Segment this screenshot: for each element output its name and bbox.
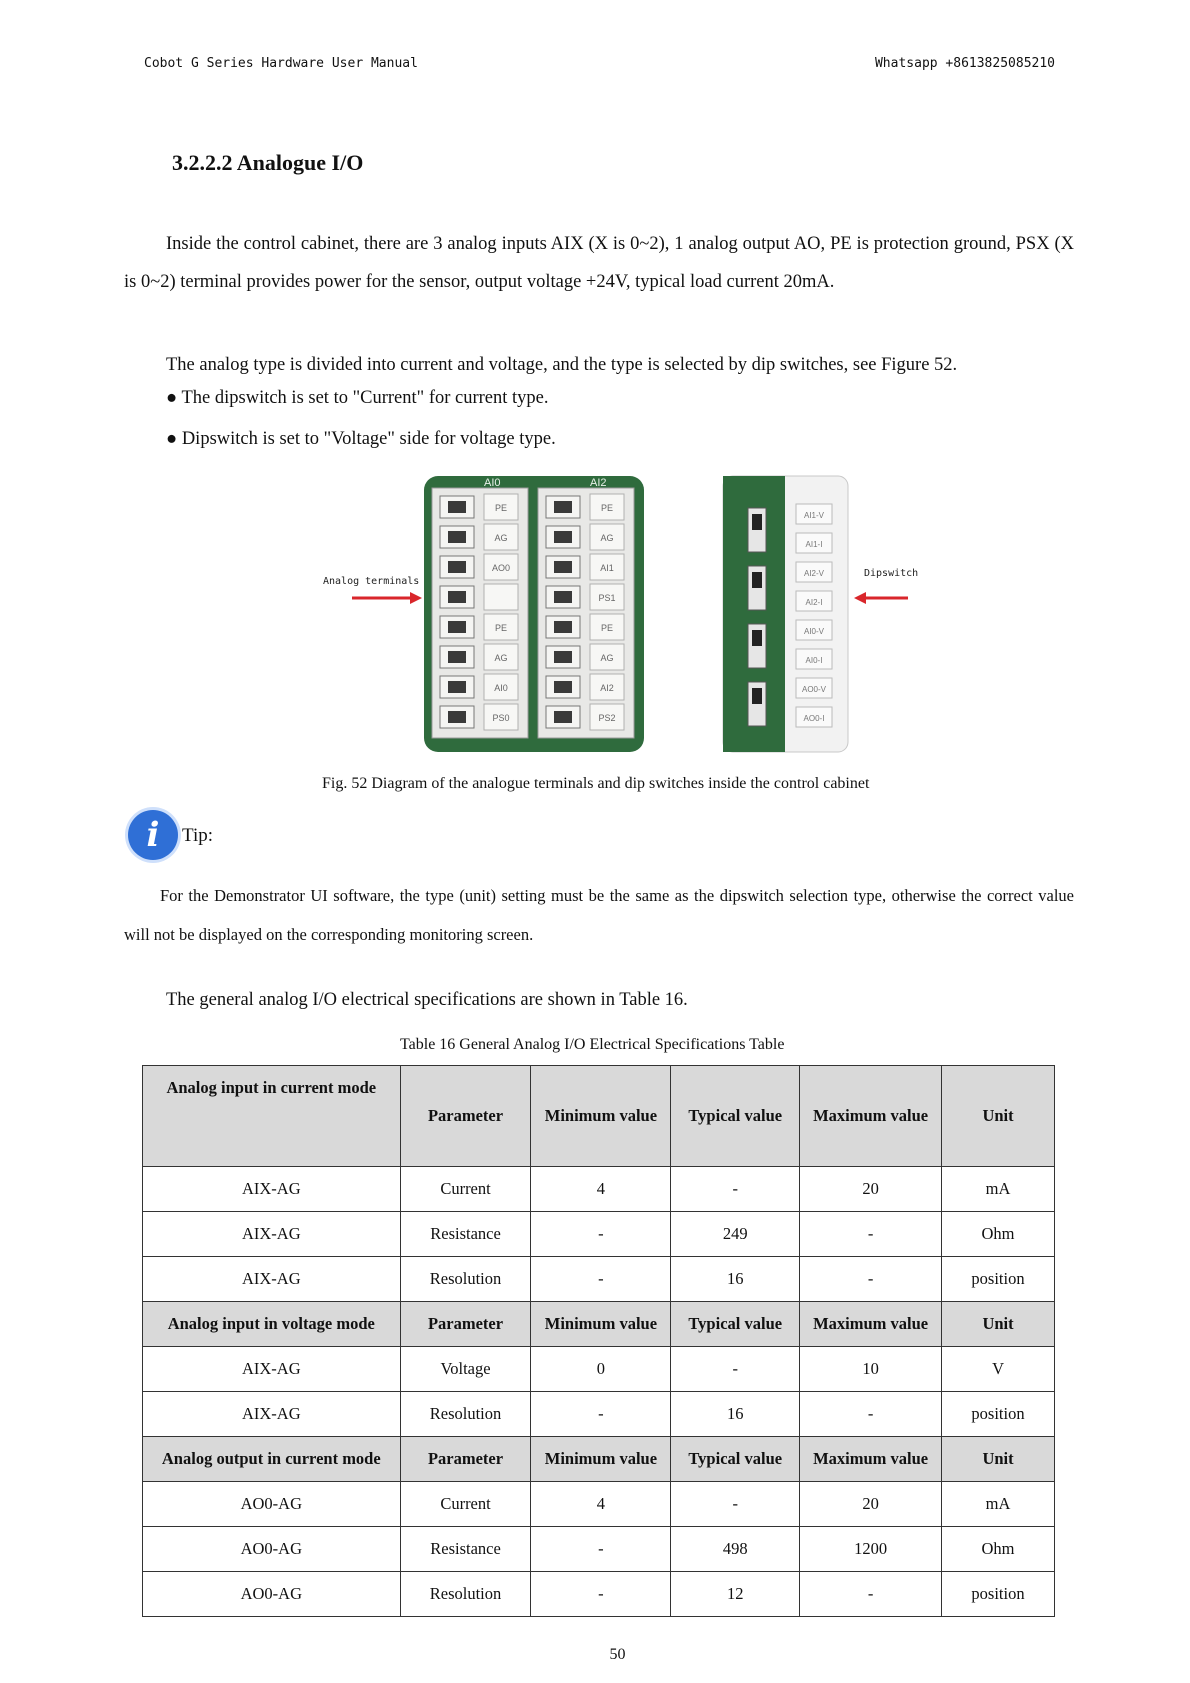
terminal-top-label-ai0: AI0: [484, 477, 501, 489]
table-cell: Voltage: [400, 1347, 531, 1392]
table-cell: 1200: [800, 1527, 942, 1572]
table-cell: AIX-AG: [143, 1347, 401, 1392]
dip-label: AI0-I: [805, 656, 823, 665]
column-header: Parameter: [400, 1302, 531, 1347]
table-cell: 12: [671, 1572, 800, 1617]
terminal-hole: [448, 531, 466, 543]
terminal-label: PE: [600, 623, 614, 633]
terminal-hole: [448, 561, 466, 573]
info-icon: i: [128, 810, 178, 860]
terminal-hole: [448, 651, 466, 663]
table-cell: 4: [531, 1482, 671, 1527]
terminal-label: PE: [600, 503, 614, 513]
terminal-label: AG: [600, 533, 614, 543]
table-intro-paragraph: The general analog I/O electrical specifications are shown in Table 16.: [166, 990, 688, 1010]
spec-table: [142, 1065, 1055, 1617]
tip-text: For the Demonstrator UI software, the type (unit) setting must be the same as the dipswitch selection type, otherwise the correct value will not be displayed on the corresponding monitoring screen.: [124, 886, 1074, 944]
section-title-cell: Analog output in current mode: [143, 1437, 401, 1482]
column-header: Minimum value: [531, 1066, 671, 1167]
terminal-hole: [554, 501, 572, 513]
dip-label: AI0-V: [803, 627, 825, 636]
table-cell: Resolution: [400, 1572, 531, 1617]
terminal-hole: [554, 681, 572, 693]
table-row: [143, 1167, 1055, 1212]
page-number: 50: [609, 1646, 626, 1663]
table-cell: Current: [400, 1167, 531, 1212]
table-cell: AO0-AG: [143, 1527, 401, 1572]
bullet-item-current: [166, 388, 549, 409]
table-cell: 20: [800, 1482, 942, 1527]
column-header: Minimum value: [531, 1302, 671, 1347]
table-cell: -: [531, 1527, 671, 1572]
table-caption: Table 16 General Analog I/O Electrical Specifications Table: [400, 1036, 785, 1053]
column-header: Typical value: [671, 1066, 800, 1167]
terminal-label: PS1: [598, 593, 616, 603]
table-cell: Resistance: [400, 1527, 531, 1572]
terminal-hole: [554, 591, 572, 603]
terminal-label: AI1: [600, 563, 614, 573]
terminal-hole: [448, 501, 466, 513]
dip-label: AO0-V: [801, 685, 827, 694]
table-cell: -: [531, 1572, 671, 1617]
column-header: Unit: [942, 1302, 1055, 1347]
table-cell: Resistance: [400, 1212, 531, 1257]
terminal-hole: [448, 711, 466, 723]
terminal-hole: [554, 621, 572, 633]
analog-type-paragraph: The analog type is divided into current and voltage, and the type is selected by dip switches, see Figure 52.: [166, 355, 958, 375]
table-row: [143, 1347, 1055, 1392]
table-cell: 498: [671, 1527, 800, 1572]
table-cell: mA: [942, 1482, 1055, 1527]
dip-label: AI2-I: [805, 598, 823, 607]
terminal-label: AO0: [491, 563, 511, 573]
bullet-item-voltage: [166, 429, 556, 450]
table-cell: -: [531, 1257, 671, 1302]
table-cell: position: [942, 1257, 1055, 1302]
table-section-header: [143, 1437, 1055, 1482]
table-cell: -: [800, 1212, 942, 1257]
section-title-cell: Analog input in voltage mode: [143, 1302, 401, 1347]
figure-caption: Fig. 52 Diagram of the analogue terminals and dip switches inside the control cabinet: [322, 775, 870, 792]
table-cell: 16: [671, 1392, 800, 1437]
terminal-hole: [554, 561, 572, 573]
column-header: Minimum value: [531, 1437, 671, 1482]
table-cell: AIX-AG: [143, 1212, 401, 1257]
table-cell: -: [800, 1572, 942, 1617]
table-cell: 10: [800, 1347, 942, 1392]
table-cell: 16: [671, 1257, 800, 1302]
terminal-label: AI2: [600, 683, 614, 693]
bullet-icon: ●: [166, 429, 178, 449]
terminal-label: AG: [600, 653, 614, 663]
table-cell: AIX-AG: [143, 1392, 401, 1437]
analog-terminals-label: Analog terminals: [323, 576, 420, 587]
table-cell: position: [942, 1392, 1055, 1437]
table-row: [143, 1572, 1055, 1617]
table-cell: Resolution: [400, 1257, 531, 1302]
column-header: Parameter: [400, 1066, 531, 1167]
terminal-label: PS0: [492, 713, 510, 723]
table-cell: -: [671, 1347, 800, 1392]
terminal-label: PE: [494, 503, 508, 513]
table-cell: -: [800, 1257, 942, 1302]
table-cell: AO0-AG: [143, 1482, 401, 1527]
dip-label: AO0-I: [803, 714, 825, 723]
terminal-label-box: [484, 584, 518, 610]
table-cell: 4: [531, 1167, 671, 1212]
table-cell: position: [942, 1572, 1055, 1617]
bullet-text: The dipswitch is set to "Current" for current type.: [181, 388, 549, 408]
table-cell: -: [671, 1167, 800, 1212]
running-header-contact: Whatsapp +8613825085210: [874, 56, 1055, 71]
table-section-header: [143, 1302, 1055, 1347]
column-header: Maximum value: [800, 1302, 942, 1347]
bullet-text: Dipswitch is set to "Voltage" side for voltage type.: [181, 429, 556, 449]
dip-label: AI1-V: [803, 511, 825, 520]
dip-switch-knob: [752, 514, 762, 530]
terminal-label: PS2: [598, 713, 616, 723]
table-row: [143, 1392, 1055, 1437]
table-cell: Ohm: [942, 1527, 1055, 1572]
column-header: Parameter: [400, 1437, 531, 1482]
dip-label: AI2-V: [803, 569, 825, 578]
terminal-hole: [448, 591, 466, 603]
table-cell: -: [531, 1392, 671, 1437]
terminal-hole: [554, 711, 572, 723]
terminal-figure: [318, 474, 956, 756]
table-cell: mA: [942, 1167, 1055, 1212]
running-header-title: Cobot G Series Hardware User Manual: [144, 56, 418, 71]
table-cell: 0: [531, 1347, 671, 1392]
bullet-icon: ●: [166, 388, 178, 408]
dip-label: AI1-I: [805, 540, 823, 549]
section-title: 3.2.2.2 Analogue I/O: [172, 150, 364, 175]
column-header: Typical value: [671, 1437, 800, 1482]
tip-label: Tip:: [182, 825, 213, 846]
dip-switch-knob: [752, 630, 762, 646]
dipswitch-label: Dipswitch: [864, 568, 919, 579]
table-cell: 20: [800, 1167, 942, 1212]
terminal-top-label-ai2: AI2: [590, 477, 607, 489]
intro-paragraph: Inside the control cabinet, there are 3 analog inputs AIX (X is 0~2), 1 analog output AO, PE is protection ground, PSX (X is 0~2) terminal provides power for the sensor, output voltage +24V, typical load current 20mA.: [124, 234, 1074, 292]
terminal-hole: [554, 531, 572, 543]
table-cell: -: [671, 1482, 800, 1527]
table-cell: Ohm: [942, 1212, 1055, 1257]
table-cell: Resolution: [400, 1392, 531, 1437]
terminal-hole: [448, 621, 466, 633]
table-cell: -: [531, 1212, 671, 1257]
terminal-label: AG: [494, 533, 508, 543]
column-header: Typical value: [671, 1302, 800, 1347]
dip-switch-knob: [752, 688, 762, 704]
table-cell: AIX-AG: [143, 1257, 401, 1302]
terminal-label: AI0: [494, 683, 508, 693]
column-header: Maximum value: [800, 1437, 942, 1482]
table-cell: 249: [671, 1212, 800, 1257]
column-header: Maximum value: [800, 1066, 942, 1167]
column-header: Unit: [942, 1066, 1055, 1167]
table-cell: -: [800, 1392, 942, 1437]
table-cell: V: [942, 1347, 1055, 1392]
terminal-hole: [448, 681, 466, 693]
table-cell: Current: [400, 1482, 531, 1527]
terminal-label: PE: [494, 623, 508, 633]
dip-switch-knob: [752, 572, 762, 588]
column-header: Unit: [942, 1437, 1055, 1482]
table-row: [143, 1527, 1055, 1572]
table-row: [143, 1257, 1055, 1302]
table-cell: AIX-AG: [143, 1167, 401, 1212]
table-row: [143, 1482, 1055, 1527]
table-section-header: [143, 1066, 1055, 1167]
terminal-hole: [554, 651, 572, 663]
table-row: [143, 1212, 1055, 1257]
table-cell: AO0-AG: [143, 1572, 401, 1617]
section-title-cell: Analog input in current mode: [143, 1066, 401, 1167]
terminal-label: AG: [494, 653, 508, 663]
